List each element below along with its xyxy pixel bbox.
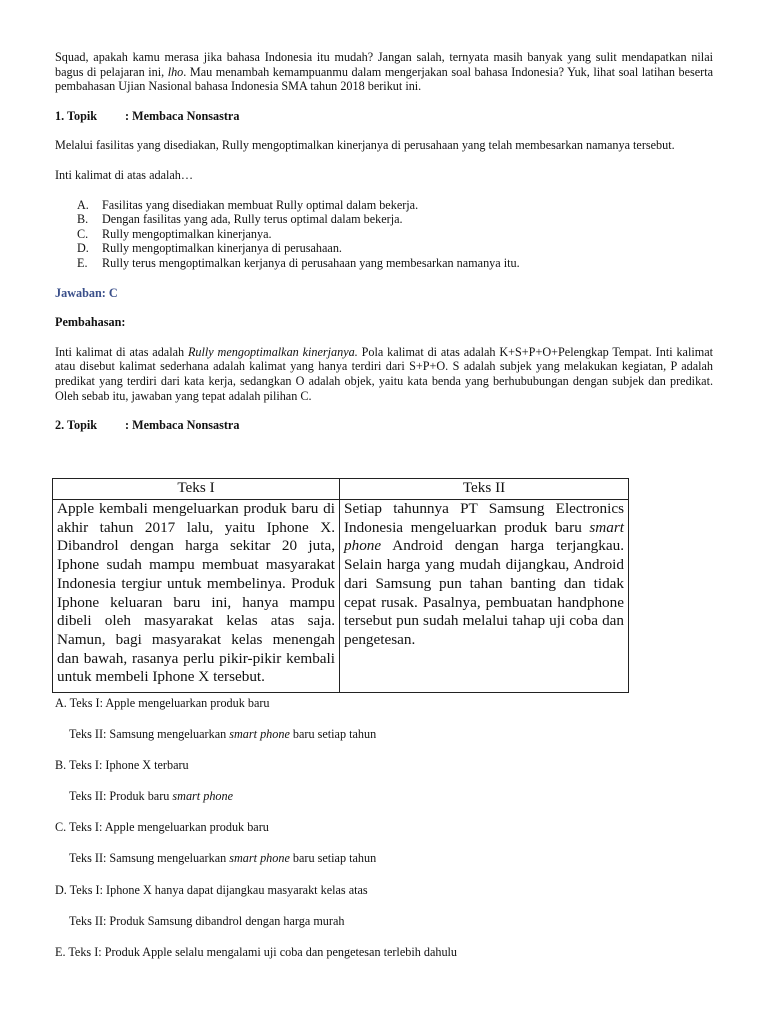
q1-question: Inti kalimat di atas adalah… [55, 167, 194, 182]
q2-number: 2. Topik [55, 418, 98, 433]
option-letter: D. [77, 241, 89, 256]
option-letter: B. [77, 212, 89, 227]
q1-number: 1. Topik [55, 108, 98, 123]
q1-topic: : Membaca Nonsastra [125, 108, 240, 123]
choice-d-teks2: Teks II: Produk Samsung dibandrol dengan harga murah [69, 913, 345, 928]
document-body [55, 50, 713, 433]
discussion-text: Inti kalimat di atas adalah [55, 344, 188, 359]
q1-options [55, 198, 713, 271]
choice-text: Teks II: Samsung mengeluarkan [69, 851, 230, 866]
q1-answer: Jawaban: C [55, 285, 118, 300]
option-text: Rully terus mengoptimalkan kerjanya di perusahaan yang membesarkan namanya itu. [102, 255, 520, 270]
option-letter: A. [77, 197, 89, 212]
intro-paragraph [55, 50, 713, 94]
choice-b-teks1: B. Teks I: Iphone X terbaru [55, 758, 189, 773]
comparison-table [52, 478, 629, 693]
q1-option-b [77, 212, 713, 227]
cell-teks-1: Apple kembali mengeluarkan produk baru di akhir tahun 2017 lalu, yaitu Iphone X. Dibandrol dengan harga sekitar 20 juta, Iphone sudah mampu membuat masyarakat Indonesia tergiur untuk membelinya. Produk Iphone keluaran baru ini, hanya mampu dibeli oleh masyarakat kelas atas saja. Namun, bagi masyarakat kelas menengah dan bawah, rasanya perlu pikir-pikir kembali untuk membeli Iphone X tersebut. [53, 500, 340, 693]
teks-2-text-end: Android dengan harga terjangkau. Selain harga yang mudah dijangkau, Android dari Samsung pun tahan banting dan tidak cepat rusak. Pasalnya, pembuatan handphone tersebut pun sudah melalui tahap uji coba dan pengetesan. [344, 537, 624, 648]
option-text: Fasilitas yang disediakan membuat Rully optimal dalam bekerja. [102, 197, 419, 212]
q2-topic-heading [55, 418, 713, 433]
choice-d-teks1: D. Teks I: Iphone X hanya dapat dijangkau masyarakt kelas atas [55, 882, 368, 897]
choice-emphasis: smart phone [172, 789, 234, 804]
q1-discussion-title: Pembahasan: [55, 315, 126, 330]
choice-a-teks2 [55, 727, 715, 742]
q2-choices [55, 696, 715, 976]
q1-option-e [77, 256, 713, 271]
option-letter: E. [77, 255, 88, 270]
q1-topic-heading [55, 109, 713, 124]
discussion-text-end: Pola kalimat di atas adalah K+S+P+O+Pelengkap Tempat. Inti kalimat atau disebut kalimat sederhana adalah kalimat yang hanya terdiri dari S+P+O. S adalah subjek yang melakukan kegiatan, P adalah predikat yang terdiri dari kata kerja, sedangkan O adalah objek, yaitu kata benda yang berhububungan dengan subjek dan predikat. Oleh sebab itu, jawaban yang tepat adalah pilihan C. [55, 344, 713, 403]
teks-2-text: Setiap tahunnya PT Samsung Electronics Indonesia mengeluarkan produk baru [344, 500, 624, 536]
choice-emphasis: smart phone [229, 727, 290, 742]
option-text: Dengan fasilitas yang ada, Rully terus optimal dalam bekerja. [102, 212, 403, 227]
choice-c-teks2 [55, 851, 715, 866]
choice-text-end: baru setiap tahun [289, 727, 377, 742]
choice-text: Teks II: Produk baru [69, 789, 173, 804]
intro-text: Squad, apakah kamu merasa jika bahasa Indonesia itu mudah? Jangan salah, ternyata masih banyak yang sulit mendapatkan nilai bagus di pelajaran ini, [55, 50, 713, 79]
q1-option-c [77, 227, 713, 242]
option-letter: C. [77, 226, 89, 241]
q1-sentence: Melalui fasilitas yang disediakan, Rully mengoptimalkan kinerjanya di perusahaan yang telah membesarkan namanya tersebut. [55, 138, 675, 153]
q2-topic: : Membaca Nonsastra [125, 418, 240, 433]
option-text: Rully mengoptimalkan kinerjanya di perusahaan. [102, 241, 342, 256]
intro-emphasis: lho [167, 64, 184, 79]
intro-text-end: . Mau menambah kemampuanmu dalam mengerjakan soal bahasa Indonesia? Yuk, lihat soal latihan beserta pembahasan Ujian Nasional bahasa Indonesia SMA tahun 2018 berikut ini. [55, 64, 713, 94]
choice-a-teks1: A. Teks I: Apple mengeluarkan produk baru [55, 696, 270, 710]
q1-option-d [77, 241, 713, 256]
table-row [53, 500, 629, 693]
q1-option-a [77, 198, 713, 213]
choice-text-end: baru setiap tahun [289, 851, 377, 866]
option-text: Rully mengoptimalkan kinerjanya. [102, 226, 272, 241]
teks-2-emphasis: smart phone [344, 518, 624, 555]
choice-b-teks2 [55, 789, 715, 804]
q1-discussion [55, 345, 713, 403]
choice-text: Teks II: Samsung mengeluarkan [69, 727, 230, 742]
choice-emphasis: smart phone [229, 851, 290, 866]
cell-teks-2 [340, 500, 629, 693]
discussion-emphasis: Rully mengoptimalkan kinerjanya. [187, 344, 358, 359]
choice-c-teks1: C. Teks I: Apple mengeluarkan produk baru [55, 820, 269, 835]
header-teks-1: Teks I [53, 479, 340, 500]
choice-e-teks1: E. Teks I: Produk Apple selalu mengalami uji coba dan pengetesan terlebih dahulu [55, 944, 458, 959]
header-teks-2: Teks II [340, 479, 629, 500]
table-header-row [53, 479, 629, 500]
